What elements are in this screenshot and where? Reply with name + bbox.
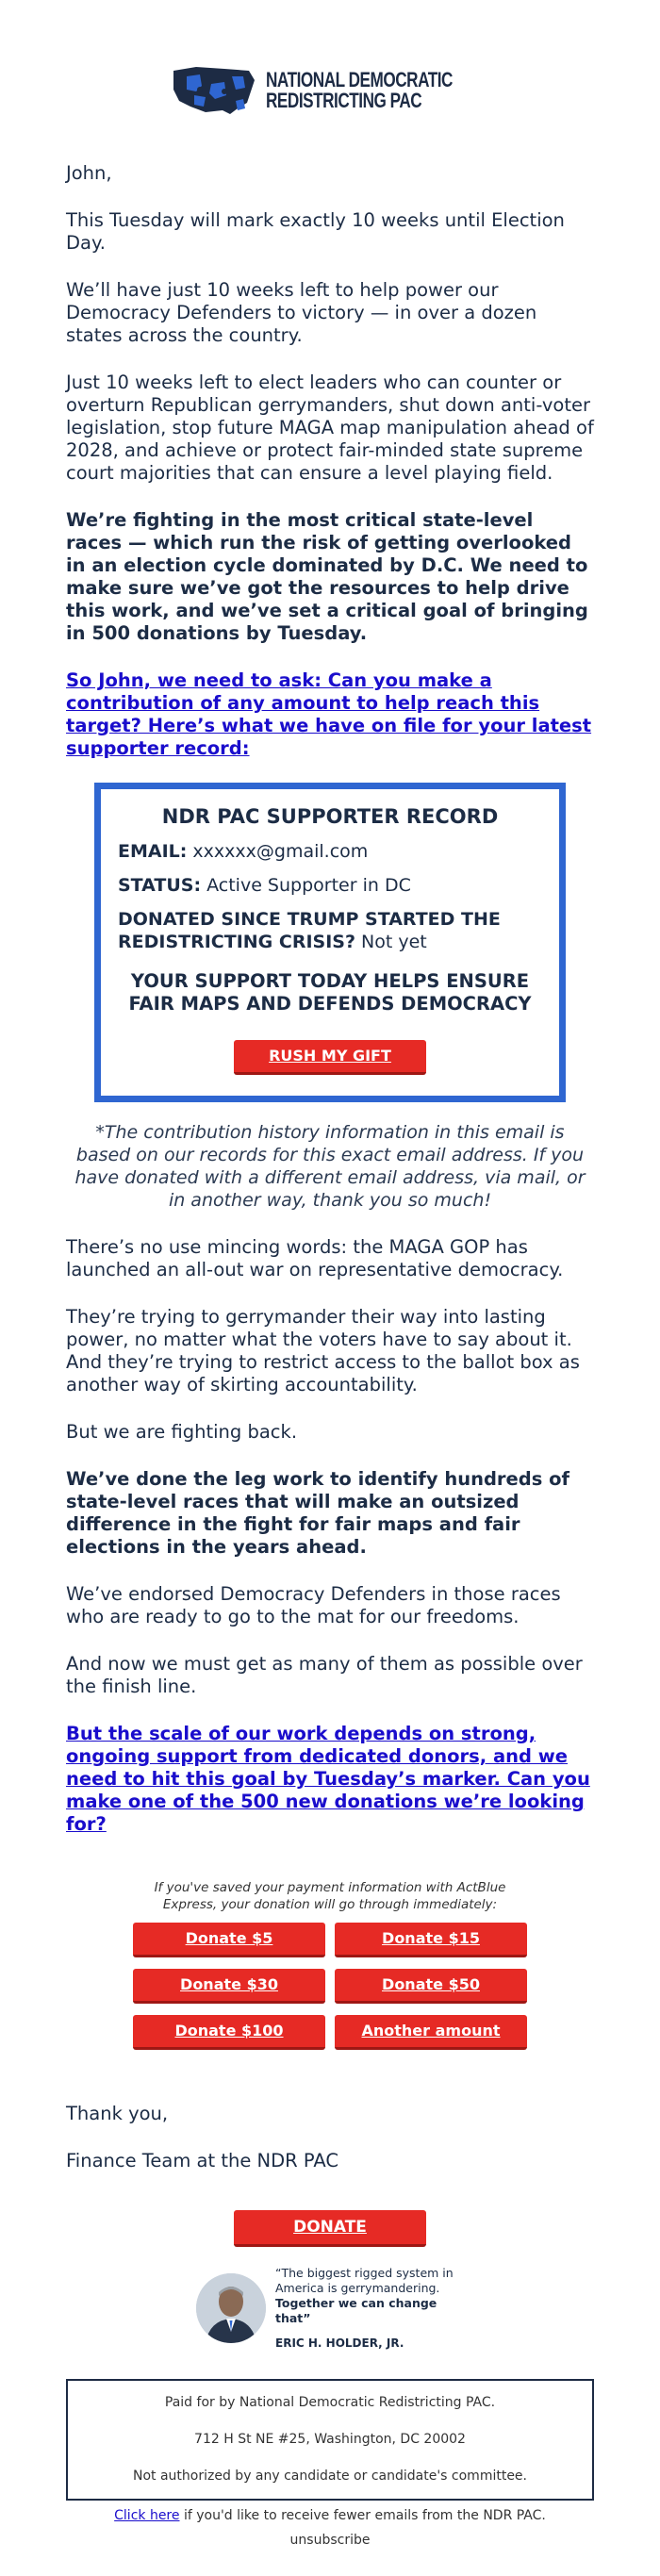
donation-asks bbox=[66, 1879, 594, 2050]
record-email bbox=[118, 840, 542, 863]
donate-5-button[interactable]: Donate $5 bbox=[133, 1923, 325, 1957]
paragraph-10: We’ve endorsed Democracy Defenders in those races who are ready to go to the mat for our freedoms. bbox=[66, 1583, 561, 1627]
donation-button-grid bbox=[133, 1923, 527, 2050]
quote-line-1: “The biggest rigged system in America is gerrymandering. bbox=[275, 2266, 454, 2295]
fewer-emails-line bbox=[66, 2508, 594, 2523]
paragraph-2: We’ll have just 10 weeks left to help power our Democracy Defenders to victory — in over a dozen states across the country. bbox=[66, 279, 537, 346]
record-donated bbox=[118, 908, 542, 953]
signature-team: Finance Team at the NDR PAC bbox=[66, 2150, 339, 2171]
record-status bbox=[118, 874, 542, 897]
paid-for-text: Paid for by National Democratic Redistricting PAC. bbox=[164, 2395, 496, 2410]
paragraph-9-bold: We’ve done the leg work to identify hundreds of state-level races that will make an outsized difference in the fight for fair maps and fair elections in the years ahead. bbox=[66, 1468, 570, 1558]
status-label: STATUS: bbox=[118, 875, 202, 896]
donated-value: Not yet bbox=[361, 932, 427, 952]
paragraph-6: There’s no use mincing words: the MAGA GOP has launched an all-out war on representative democracy. bbox=[66, 1236, 564, 1280]
ask-link-1[interactable]: So John, we need to ask: Can you make a contribution of any amount to help reach this target? Here’s what we have on file for your latest supporter record: bbox=[66, 669, 592, 759]
paid-for-box bbox=[66, 2379, 594, 2501]
donate-30-button[interactable]: Donate $30 bbox=[133, 1969, 325, 2004]
donate-50-button[interactable]: Donate $50 bbox=[335, 1969, 527, 2004]
logo-wordmark bbox=[266, 68, 453, 112]
donated-label: DONATED SINCE TRUMP STARTED THE REDISTRICTING CRISIS? bbox=[118, 909, 501, 952]
supporter-record-box bbox=[94, 783, 566, 1102]
ask-link-2[interactable]: But the scale of our work depends on strong, ongoing support from dedicated donors, and we need to hit this goal by Tuesday’s marker. Can you make one of the 500 new donations we’re looking for? bbox=[66, 1723, 590, 1835]
logo-line-1: NATIONAL DEMOCRATIC bbox=[266, 68, 453, 91]
not-authorized-text: Not authorized by any candidate or candidate's committee. bbox=[133, 2469, 527, 2484]
donate-button[interactable]: DONATE bbox=[234, 2210, 426, 2247]
paragraph-11: And now we must get as many of them as possible over the finish line. bbox=[66, 1653, 583, 1697]
click-here-link[interactable]: Click here bbox=[114, 2508, 180, 2523]
quote-text bbox=[275, 2266, 464, 2351]
eric-holder-avatar bbox=[196, 2273, 266, 2343]
us-map-puzzle-icon bbox=[168, 63, 258, 118]
paragraph-7: They’re trying to gerrymander their way into lasting power, no matter what the voters have to say about it. And they’re trying to restrict access to the ballot box as another way of skirting accountability. bbox=[66, 1306, 580, 1395]
rush-my-gift-button[interactable]: RUSH MY GIFT bbox=[234, 1040, 426, 1075]
another-amount-button[interactable]: Another amount bbox=[335, 2015, 527, 2050]
paragraph-3: Just 10 weeks left to elect leaders who can counter or overturn Republican gerrymanders, shut down anti-voter legislation, stop future MAGA map manipulation ahead of 2028, and achieve or protect fair-minded state supreme court majorities that can ensure a level playing field. bbox=[66, 372, 594, 484]
email-body bbox=[0, 162, 660, 2576]
paragraph-1: This Tuesday will mark exactly 10 weeks until Election Day. bbox=[66, 209, 565, 254]
donate-15-button[interactable]: Donate $15 bbox=[335, 1923, 527, 1957]
contribution-disclaimer: *The contribution history information in this email is based on our records for this exact email address. If you have donated with a different email address, via mail, or in another way, thank you so much! bbox=[74, 1122, 586, 1211]
bottom-spacer bbox=[66, 2548, 594, 2576]
thank-you: Thank you, bbox=[66, 2103, 169, 2124]
email-value: xxxxxx@gmail.com bbox=[192, 841, 369, 862]
quote-author: ERIC H. HOLDER, JR. bbox=[275, 2337, 404, 2350]
support-message: YOUR SUPPORT TODAY HELPS ENSURE FAIR MAPS AND DEFENDS DEMOCRACY bbox=[128, 970, 532, 1015]
actblue-express-note: If you've saved your payment information with ActBlue Express, your donation will go through immediately: bbox=[154, 1880, 506, 1912]
greeting: John, bbox=[66, 162, 112, 184]
paragraph-8: But we are fighting back. bbox=[66, 1421, 298, 1443]
quote-line-2: Together we can change that” bbox=[275, 2296, 437, 2325]
paragraph-4-bold: We’re fighting in the most critical state-level races — which run the risk of getting overlooked in an election cycle dominated by D.C. We need to make sure we’ve got the resources to help drive this work, and we’ve set a critical goal of bringing in 500 donations by Tuesday. bbox=[66, 509, 588, 644]
portrait-icon bbox=[196, 2273, 266, 2343]
status-value: Active Supporter in DC bbox=[206, 875, 411, 896]
donate-100-button[interactable]: Donate $100 bbox=[133, 2015, 325, 2050]
address-text: 712 H St NE #25, Washington, DC 20002 bbox=[194, 2432, 466, 2447]
record-title: NDR PAC SUPPORTER RECORD bbox=[161, 805, 499, 828]
fewer-emails-text: if you'd like to receive fewer emails from the NDR PAC. bbox=[179, 2508, 546, 2523]
unsubscribe-link[interactable]: unsubscribe bbox=[289, 2533, 371, 2548]
email-label: EMAIL: bbox=[118, 841, 188, 862]
ndr-pac-logo[interactable] bbox=[0, 0, 660, 121]
holder-quote bbox=[66, 2266, 594, 2351]
logo-line-2: REDISTRICTING PAC bbox=[266, 89, 422, 112]
